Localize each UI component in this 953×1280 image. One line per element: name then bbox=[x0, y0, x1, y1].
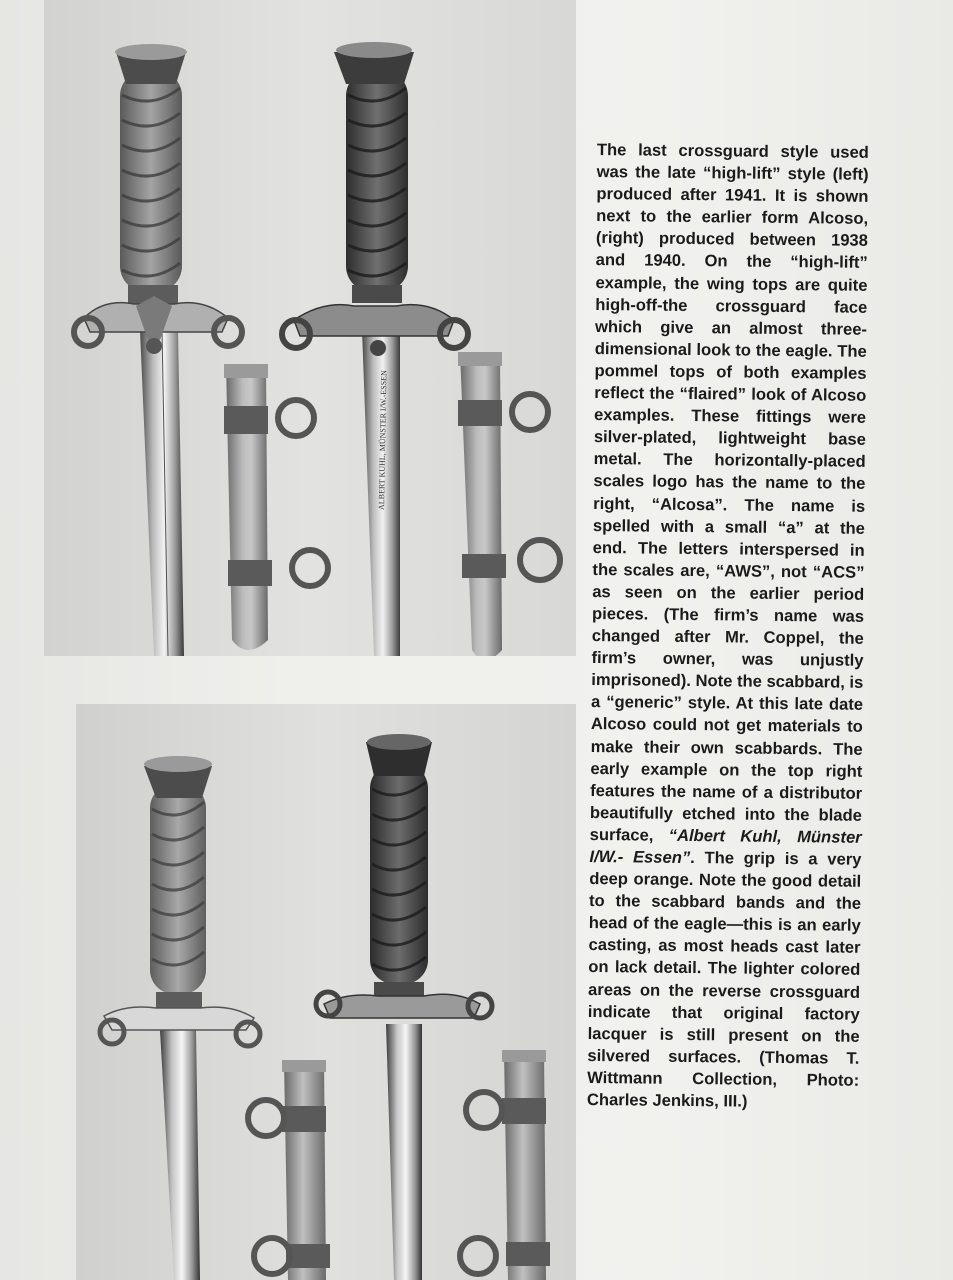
caption-italic-distributor: “Albert Kuhl, Münster I/W.- Essen” bbox=[589, 825, 862, 868]
caption-text-1: The last crossguard style used was the late “high-lift” style (left) produced after 1941. It is shown next to the earlier form Alcoso, (right) produced between 1938 and 1940. On the “high-lift” example, the wing tops are quite high-off-the crossguard face which give an almost three-dimensional look to the eagle. The pommel tops of both examples reflect the “flaired” look of Alcoso examples. These fittings were silver-plated, lightweight base metal. The horizontally-placed scales logo has the name to the right, “Alcosa”. The name is spelled with a small “a” at the end. The letters interspersed in the scales are, “AWS”, not “ACS” as seen on the earlier period pieces. (The firm’s name was changed after Mr. Coppel, the firm’s owner, was unjustly imprisoned). Note the scabbard, is a “generic” style. At this late date Alcoso could not get materials to make their own scabbards. The early example on the top right features the name of a distributor beautifully etched into the blade surface, bbox=[589, 139, 869, 845]
top-photo bbox=[44, 0, 576, 656]
caption-text-2: . The grip is a very deep orange. Note the good detail to the scabbard bands and the head of the eagle—this is an early casting, as most heads cast later on lack detail. The lighter colored areas on the reverse crossguard indicate that original factory lacquer is still present on the silvered surfaces. (Thomas T. Wittmann Collection, Photo: Charles Jenkins, III.) bbox=[586, 848, 862, 1111]
bottom-photo bbox=[76, 704, 576, 1280]
photo-caption bbox=[587, 139, 869, 1114]
blade-etching: ALBERT KUHL, MÜNSTER I/W.-ESSEN bbox=[377, 370, 389, 511]
